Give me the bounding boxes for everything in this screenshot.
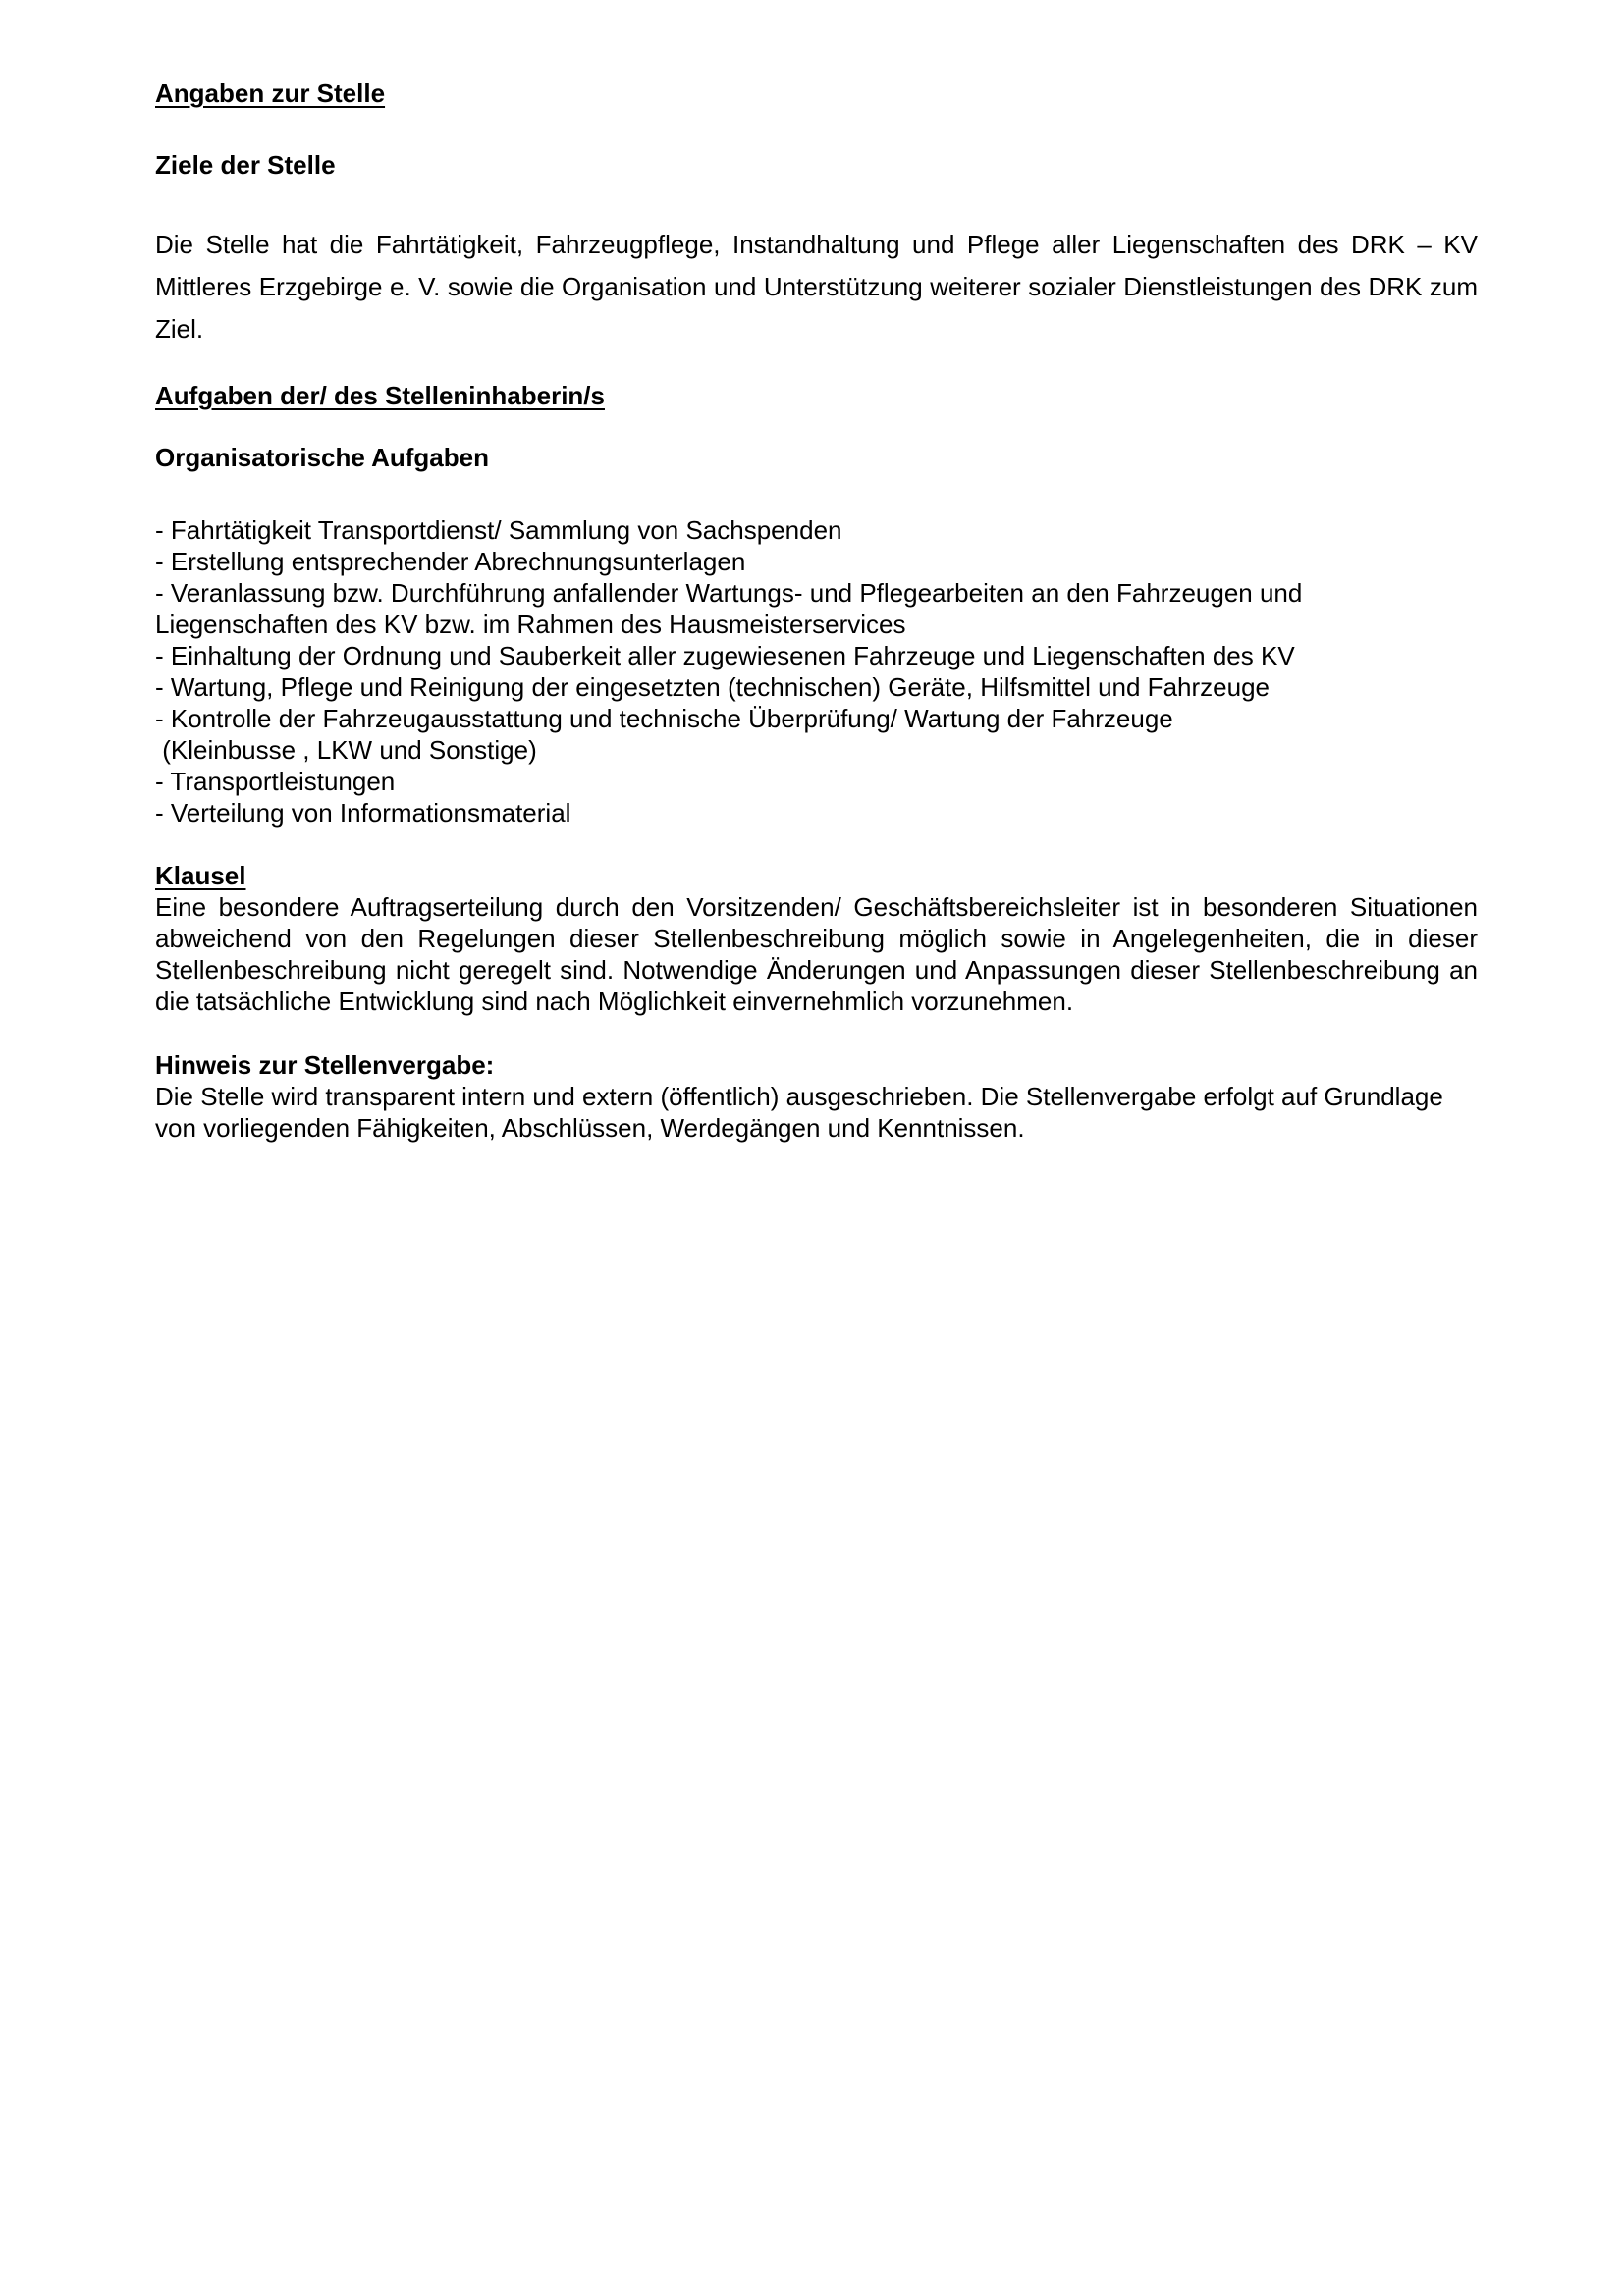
section-subtitle-ziele: Ziele der Stelle xyxy=(155,150,336,180)
list-item: - Wartung, Pflege und Reinigung der eingesetzten (technischen) Geräte, Hilfsmittel und Fahrzeuge xyxy=(155,672,1270,702)
section-title-aufgaben: Aufgaben der/ des Stelleninhaberin/s xyxy=(155,381,605,410)
section-title-klausel: Klausel xyxy=(155,861,246,890)
document-page xyxy=(155,0,1478,2296)
section-title-hinweis: Hinweis zur Stellenvergabe: xyxy=(155,1050,495,1080)
list-item: Liegenschaften des KV bzw. im Rahmen des Hausmeisterservices xyxy=(155,610,906,639)
ziele-paragraph: Die Stelle hat die Fahrtätigkeit, Fahrzeugpflege, Instandhaltung und Pflege aller Liegenschaften des DRK – KV Mittleres Erzgebirge e. V. sowie die Organisation und Unterstützung weiterer sozialer Dienstleistungen des DRK zum Ziel. xyxy=(155,230,1478,344)
list-item: - Transportleistungen xyxy=(155,767,396,796)
list-item: (Kleinbusse , LKW und Sonstige) xyxy=(155,735,537,765)
section-subtitle-organisatorisch: Organisatorische Aufgaben xyxy=(155,443,489,472)
klausel-paragraph: Eine besondere Auftragserteilung durch den Vorsitzenden/ Geschäftsbereichsleiter ist in besonderen Situationen abweichend von den Regelungen dieser Stellenbeschreibung möglich sowie in Angelegenheiten, die in dieser Stellenbeschreibung nicht geregelt sind. Notwendige Änderungen und Anpassungen dieser Stellenbeschreibung an die tatsächliche Entwicklung sind nach Möglichkeit einvernehmlich vorzunehmen. xyxy=(155,892,1478,1016)
hinweis-paragraph: Die Stelle wird transparent intern und extern (öffentlich) ausgeschrieben. Die Stellenvergabe erfolgt auf Grundlage von vorliegenden Fähigkeiten, Abschlüssen, Werdegängen und Kenntnissen. xyxy=(155,1082,1443,1143)
list-item: - Einhaltung der Ordnung und Sauberkeit aller zugewiesenen Fahrzeuge und Liegenschaften des KV xyxy=(155,641,1295,670)
list-item: - Veranlassung bzw. Durchführung anfallender Wartungs- und Pflegearbeiten an den Fahrzeugen und xyxy=(155,578,1303,608)
list-item: - Verteilung von Informationsmaterial xyxy=(155,798,571,828)
list-item: - Kontrolle der Fahrzeugausstattung und technische Überprüfung/ Wartung der Fahrzeuge xyxy=(155,704,1173,733)
list-item: - Fahrtätigkeit Transportdienst/ Sammlung von Sachspenden xyxy=(155,515,842,545)
list-item: - Erstellung entsprechender Abrechnungsunterlagen xyxy=(155,547,746,576)
section-title-angaben: Angaben zur Stelle xyxy=(155,79,386,108)
aufgaben-list xyxy=(155,514,1478,828)
